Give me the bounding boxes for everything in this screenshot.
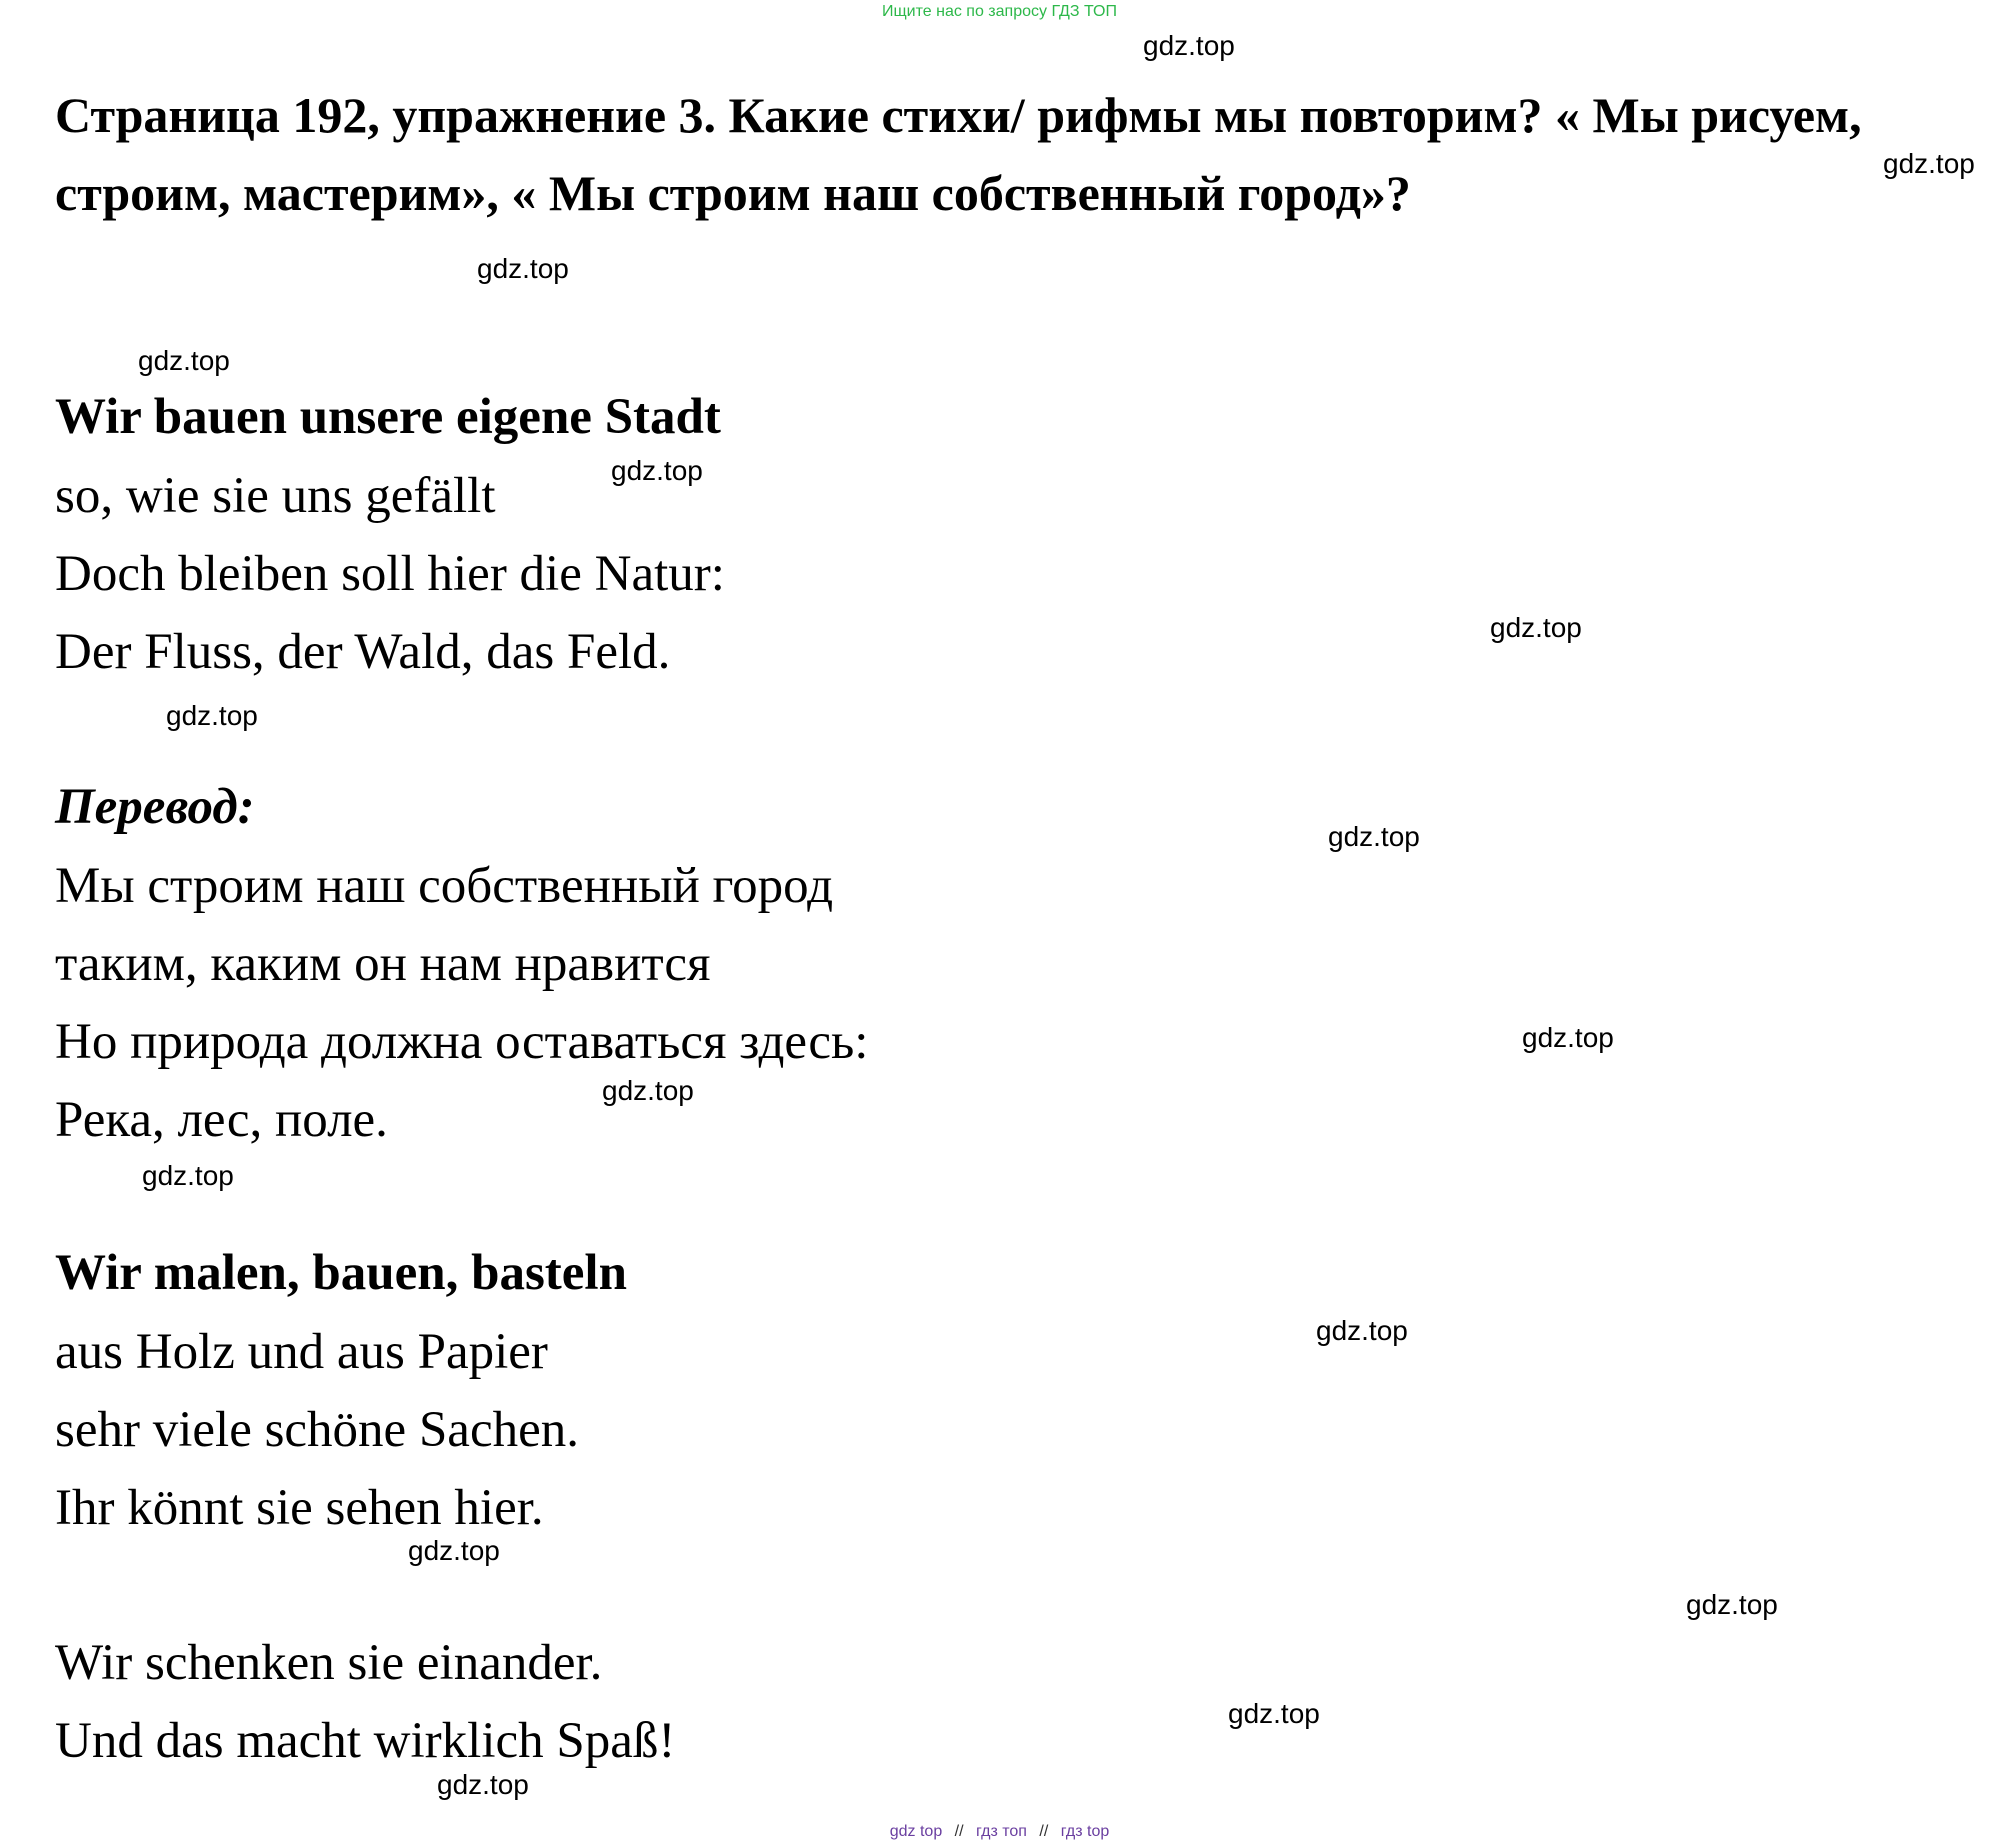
translation-line: Река, лес, поле. [55, 1092, 388, 1148]
poem-2-line: aus Holz und aus Papier [55, 1324, 548, 1380]
bottom-link[interactable]: gdz top [889, 1823, 943, 1840]
watermark: gdz.top [1686, 1589, 1778, 1620]
watermark: gdz.top [477, 253, 569, 284]
link-separator: // [1039, 1823, 1049, 1840]
translation-line: Мы строим наш собственный город [55, 858, 834, 914]
watermark: gdz.top [408, 1535, 500, 1566]
bottom-link[interactable]: гдз топ [976, 1823, 1027, 1840]
bottom-link[interactable]: гдз top [1060, 1823, 1110, 1840]
top-banner[interactable]: Ищите нас по запросу ГДЗ ТОП [882, 3, 1117, 20]
link-separator: // [954, 1823, 964, 1840]
translation-label: Перевод: [55, 779, 255, 835]
watermark: gdz.top [166, 700, 258, 731]
watermark: gdz.top [138, 345, 230, 376]
translation-line: Но природа должна оставаться здесь: [55, 1014, 869, 1070]
poem-1-line: so, wie sie uns gefällt [55, 468, 496, 524]
watermark: gdz.top [1883, 148, 1975, 179]
watermark: gdz.top [437, 1769, 529, 1800]
poem-1-line: Doch bleiben soll hier die Natur: [55, 546, 725, 602]
poem-2-title: Wir malen, bauen, basteln [55, 1245, 627, 1301]
watermark: gdz.top [1522, 1022, 1614, 1053]
watermark: gdz.top [1328, 821, 1420, 852]
watermark: gdz.top [142, 1160, 234, 1191]
poem-1-title: Wir bauen unsere eigene Stadt [55, 389, 721, 445]
watermark: gdz.top [1316, 1315, 1408, 1346]
watermark: gdz.top [1490, 612, 1582, 643]
poem-2-line: Wir schenken sie einander. [55, 1635, 603, 1691]
poem-2-line: Ihr könnt sie sehen hier. [55, 1480, 544, 1536]
poem-2-line: Und das macht wirklich Spaß! [55, 1713, 676, 1769]
watermark: gdz.top [602, 1075, 694, 1106]
watermark: gdz.top [611, 455, 703, 486]
poem-2-line: sehr viele schöne Sachen. [55, 1402, 579, 1458]
poem-1-line: Der Fluss, der Wald, das Feld. [55, 624, 671, 680]
translation-line: таким, каким он нам нравится [55, 936, 711, 992]
watermark: gdz.top [1143, 30, 1235, 61]
watermark: gdz.top [1228, 1698, 1320, 1729]
page-title: Страница 192, упражнение 3. Какие стихи/ рифмы мы повторим? « Мы рисуем, строим, мастерим», « Мы строим наш собственный город»? [55, 87, 1862, 221]
bottom-links [0, 1822, 1999, 1842]
